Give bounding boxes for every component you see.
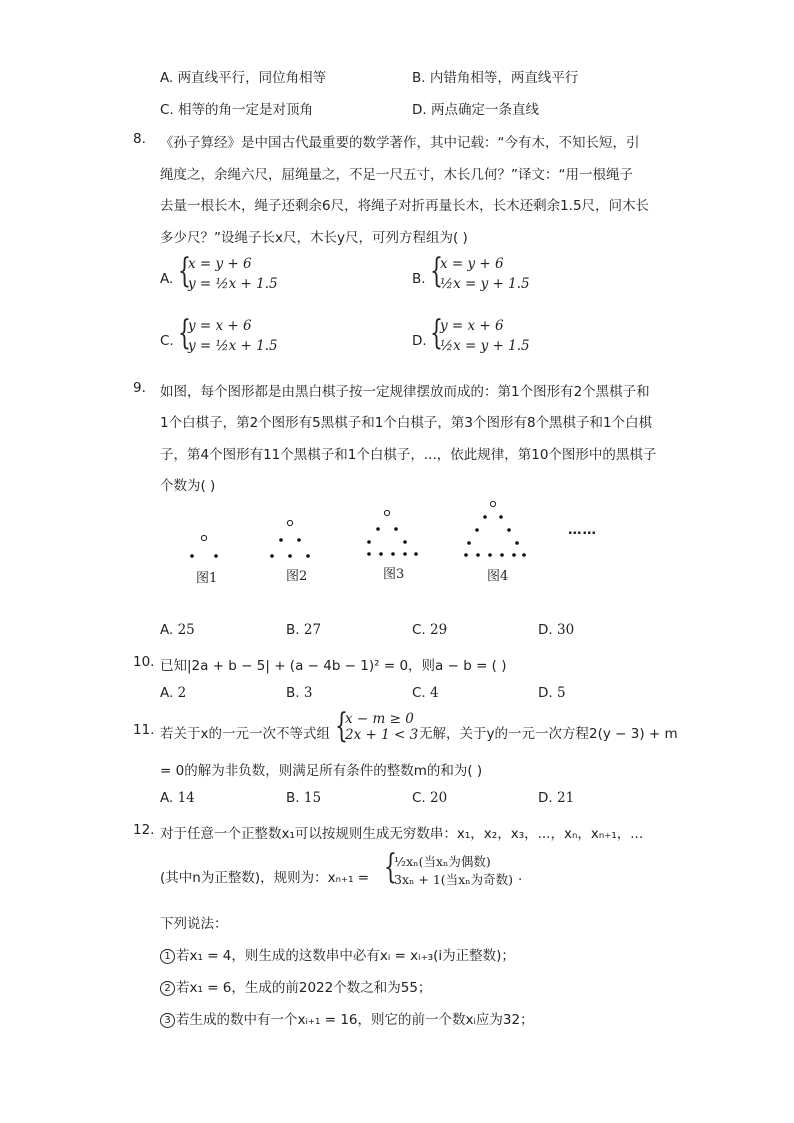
q9-option-c[interactable]: C. 29 xyxy=(412,622,448,638)
q10-stem: 已知|2a + b − 5| + (a − 4b − 1)² = 0，则a − b = ( ) xyxy=(160,658,507,674)
q10-option-c[interactable]: C. 4 xyxy=(412,685,439,701)
q12-item-2: 2 若x₁ = 6，生成的前2022个数之和为55； xyxy=(160,976,431,996)
q12-line-2-post: . xyxy=(518,868,523,884)
figure-2-label: 图2 xyxy=(286,569,308,584)
q10-option-a[interactable]: A. 2 xyxy=(160,685,187,701)
brace-icon: { xyxy=(178,313,191,353)
q8-line-1: 《孙子算经》是中国古代最重要的数学著作，其中记载：“今有木，不知长短，引 xyxy=(160,135,640,151)
circled-number-icon: 2 xyxy=(160,981,175,996)
brace-icon: { xyxy=(430,251,443,291)
q7-option-d[interactable]: D. 两点确定一条直线 xyxy=(412,102,539,118)
q8-option-c-letter[interactable]: C. xyxy=(160,333,174,349)
q9-line-3: 子，第4个图形有11个黑棋子和1个白棋子，...，依此规律，第10个图形中的黑棋子 xyxy=(160,447,657,463)
q9-option-a[interactable]: A. 25 xyxy=(160,622,195,638)
q8-option-b-letter[interactable]: B. xyxy=(412,271,426,287)
q9-option-b[interactable]: B. 27 xyxy=(286,622,322,638)
q7-option-a[interactable]: A. 两直线平行，同位角相等 xyxy=(160,70,327,86)
figure-ellipsis: …… xyxy=(568,522,597,538)
q10-option-b[interactable]: B. 3 xyxy=(286,685,313,701)
brace-icon: { xyxy=(178,251,191,291)
q11-stem-pre: 若关于x的一元一次不等式组 xyxy=(160,726,330,742)
q12-item-1: 1 若x₁ = 4，则生成的这数串中必有xᵢ = xᵢ₊₃(i为正整数)； xyxy=(160,944,515,964)
q11-stem-line-2: = 0的解为非负数，则满足所有条件的整数m的和为( ) xyxy=(160,763,483,779)
figure-2 xyxy=(270,520,310,557)
q9-line-4: 个数为( ) xyxy=(160,478,216,494)
q7-option-c[interactable]: C. 相等的角一定是对顶角 xyxy=(160,102,314,118)
q12-number: 12. xyxy=(133,822,155,838)
q9-line-2: 1个白棋子，第2个图形有5黑棋子和1个白棋子，第3个图形有8个黑棋子和1个白棋 xyxy=(160,415,653,431)
q11-option-b[interactable]: B. 15 xyxy=(286,790,322,806)
figure-1-label: 图1 xyxy=(196,571,218,586)
circled-number-icon: 3 xyxy=(160,1013,175,1028)
q8-option-a-letter[interactable]: A. xyxy=(160,271,174,287)
q12-intro: 下列说法： xyxy=(160,916,228,932)
q7-option-b[interactable]: B. 内错角相等，两直线平行 xyxy=(412,70,579,86)
figure-4 xyxy=(464,501,526,556)
brace-icon: { xyxy=(430,313,443,353)
figure-1 xyxy=(190,535,218,557)
q11-option-c[interactable]: C. 20 xyxy=(412,790,448,806)
q9-option-d[interactable]: D. 30 xyxy=(538,622,575,638)
q12-line-2-pre: (其中n为正整数)，规则为：xₙ₊₁ = xyxy=(160,870,370,886)
q11-stem-post: 无解，关于y的一元一次方程2(y − 3) + m xyxy=(419,726,678,742)
figure-3-label: 图3 xyxy=(383,567,405,582)
figure-3 xyxy=(367,510,418,555)
q8-option-d-letter[interactable]: D. xyxy=(412,333,427,349)
q10-number: 10. xyxy=(133,654,155,670)
q8-number: 8. xyxy=(133,131,146,147)
q8-line-3: 去量一根长木，绳子还剩余6尺，将绳子对折再量长木，长木还剩余1.5尺，问木长 xyxy=(160,198,650,214)
q10-option-d[interactable]: D. 5 xyxy=(538,685,566,701)
figure-4-label: 图4 xyxy=(487,569,509,584)
brace-icon: { xyxy=(335,706,348,746)
circled-number-icon: 1 xyxy=(160,949,175,964)
q8-line-4: 多少尺？”设绳子长x尺，木长y尺，可列方程组为( ) xyxy=(160,230,468,246)
q12-line-1: 对于任意一个正整数x₁可以按规则生成无穷数串：x₁，x₂，x₃，...，xₙ，xₙ₊₁，... xyxy=(160,826,644,842)
q8-line-2: 绳度之，余绳六尺，屈绳量之，不足一尺五寸，木长几何？”译文：“用一根绳子 xyxy=(160,167,633,183)
brace-icon: { xyxy=(384,847,397,887)
q9-line-1: 如图，每个图形都是由黑白棋子按一定规律摆放而成的：第1个图形有2个黑棋子和 xyxy=(160,384,650,400)
q11-option-d[interactable]: D. 21 xyxy=(538,790,575,806)
q11-number: 11. xyxy=(133,722,155,738)
q11-option-a[interactable]: A. 14 xyxy=(160,790,195,806)
q9-number: 9. xyxy=(133,380,146,396)
q12-item-3: 3 若生成的数中有一个xᵢ₊₁ = 16，则它的前一个数xᵢ应为32； xyxy=(160,1008,534,1028)
